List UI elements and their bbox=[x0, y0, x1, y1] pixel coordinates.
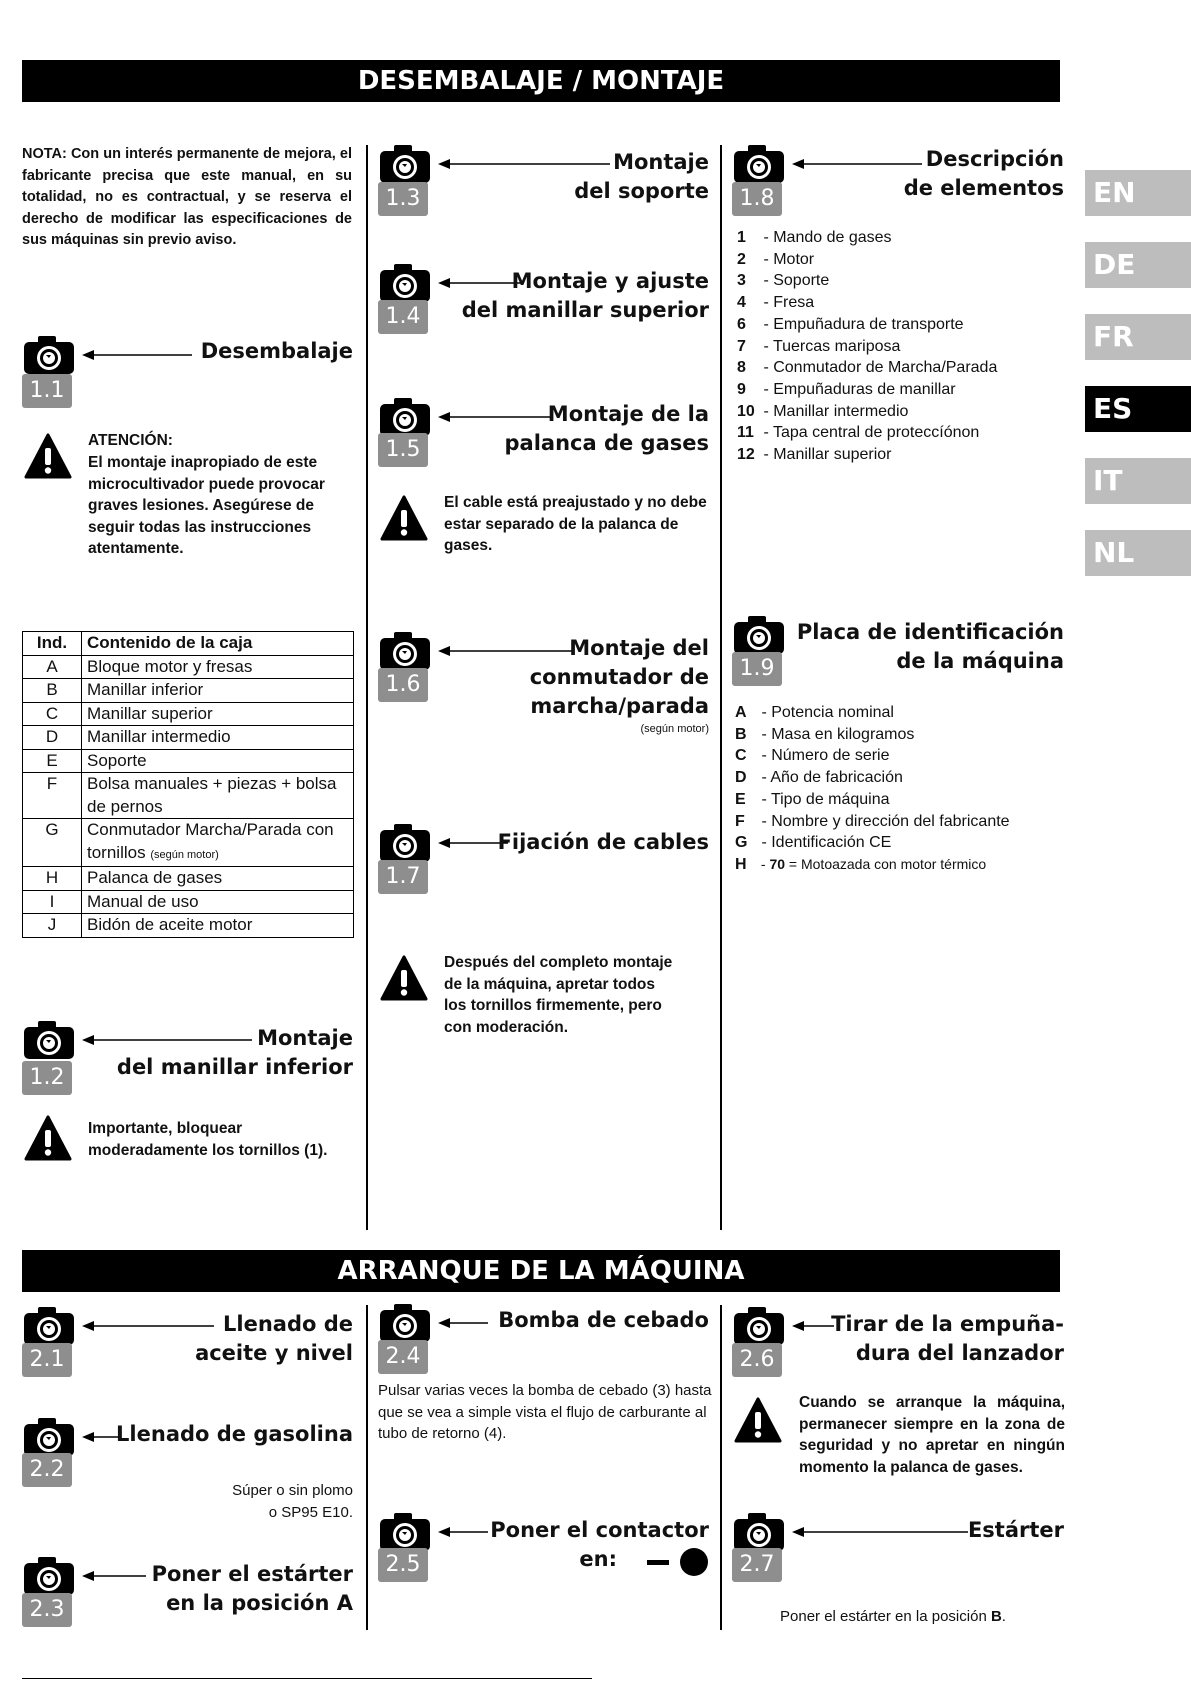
item-key: 11 bbox=[737, 424, 754, 442]
list-item bbox=[735, 767, 1010, 789]
list-item bbox=[737, 270, 997, 292]
step-number-2-7: 2.7 bbox=[732, 1548, 782, 1582]
item-text: - Soporte bbox=[763, 272, 830, 290]
column-divider bbox=[720, 145, 722, 1230]
row-ind: I bbox=[23, 890, 82, 914]
item-text: - Número de serie bbox=[761, 747, 890, 765]
heading-montaje-manillar-inferior bbox=[117, 1024, 353, 1082]
heading-desembalaje: Desembalaje bbox=[200, 339, 353, 363]
arrow-left-icon bbox=[438, 1527, 488, 1537]
item-text: - Manillar intermedio bbox=[763, 402, 909, 420]
heading-line: aceite y nivel bbox=[195, 1341, 353, 1365]
step-number-1-7: 1.7 bbox=[378, 860, 428, 894]
item-key: A bbox=[735, 704, 747, 721]
arrow-left-icon bbox=[82, 350, 192, 360]
warning-text: El montaje inapropiado de este microcultivador puede provocar graves lesiones. Asegúrese de seguir todas las instrucciones atentamente. bbox=[88, 454, 325, 557]
heading-placa-identificacion bbox=[797, 618, 1064, 676]
step-number-2-5: 2.5 bbox=[378, 1548, 428, 1582]
warning-text: Después del completo montaje de la máquina, apretar todos los tornillos firmemente, pero con moderación. bbox=[444, 954, 673, 1036]
list-item bbox=[737, 422, 997, 444]
heading-tirar-lanzador bbox=[831, 1310, 1064, 1368]
heading-montaje-conmutador bbox=[530, 634, 709, 737]
row-content: Manual de uso bbox=[82, 890, 354, 914]
step-number-2-6: 2.6 bbox=[732, 1343, 782, 1377]
row-ind: D bbox=[23, 726, 82, 750]
heading-montaje-manillar-superior bbox=[462, 267, 709, 325]
plate-list bbox=[735, 702, 1010, 876]
lang-tab-en[interactable]: EN bbox=[1085, 170, 1191, 216]
heading-line: conmutador de bbox=[529, 665, 709, 689]
table-row bbox=[23, 726, 354, 750]
step-number-1-5: 1.5 bbox=[378, 433, 428, 467]
warning-icon bbox=[734, 1397, 782, 1443]
heading-line: Tirar de la empuña- bbox=[831, 1312, 1064, 1336]
item-key: 3 bbox=[737, 272, 746, 290]
warning-text: El cable está preajustado y no debe estar separado de la palanca de gases. bbox=[444, 494, 707, 554]
column-divider bbox=[366, 1305, 368, 1630]
heading-line: de elementos bbox=[903, 176, 1064, 200]
table-row bbox=[23, 655, 354, 679]
arrow-left-icon bbox=[438, 1318, 488, 1328]
item-key: B bbox=[735, 725, 747, 743]
row-ind: C bbox=[23, 702, 82, 726]
lang-tab-it[interactable]: IT bbox=[1085, 458, 1191, 504]
row-content: Palanca de gases bbox=[82, 867, 354, 891]
item-text: - Nombre y dirección del fabricante bbox=[761, 812, 1010, 830]
heading-llenado-aceite bbox=[195, 1310, 353, 1368]
item-key: D bbox=[735, 769, 747, 787]
list-item bbox=[735, 702, 1010, 724]
heading-line: del manillar inferior bbox=[116, 1055, 353, 1079]
lang-tab-fr[interactable]: FR bbox=[1085, 314, 1191, 360]
item-key: F bbox=[735, 812, 745, 830]
camera-icon bbox=[378, 262, 432, 304]
heading-line: del manillar superior bbox=[461, 298, 709, 322]
item-key: 2 bbox=[737, 250, 746, 268]
row-ind: H bbox=[23, 867, 82, 891]
heading-line: Placa de identificación bbox=[796, 620, 1064, 644]
camera-icon bbox=[732, 1305, 786, 1347]
step-number-1-4: 1.4 bbox=[378, 300, 428, 334]
table-row bbox=[23, 679, 354, 703]
table-row bbox=[23, 773, 354, 819]
item-key: 12 bbox=[737, 446, 755, 464]
heading-poner-contactor: Poner el contactor bbox=[490, 1518, 709, 1542]
list-item bbox=[737, 314, 997, 336]
text-part-bold: B bbox=[990, 1608, 1002, 1625]
fuel-type-text bbox=[232, 1480, 353, 1523]
camera-icon bbox=[378, 822, 432, 864]
step-number-2-1: 2.1 bbox=[22, 1343, 72, 1377]
disclaimer-note: NOTA: Con un interés permanente de mejora, el fabricante precisa que este manual, en su totalidad, no es contractual, y se reserva el derecho de modificar las especificaciones de sus máquinas sin previo aviso. bbox=[22, 146, 352, 248]
list-item bbox=[737, 379, 997, 401]
heading-montaje-soporte bbox=[574, 148, 709, 206]
row-ind: E bbox=[23, 749, 82, 773]
camera-icon bbox=[378, 143, 432, 185]
row-content: Manillar superior bbox=[82, 702, 354, 726]
step-number-1-6: 1.6 bbox=[378, 668, 428, 702]
item-key: 1 bbox=[737, 229, 746, 246]
heading-line: Descripción bbox=[925, 147, 1064, 171]
heading-contactor-en: en: bbox=[579, 1547, 617, 1571]
text-line: o SP95 E10. bbox=[268, 1503, 353, 1521]
item-text: - bbox=[760, 855, 770, 872]
row-ind: F bbox=[23, 773, 82, 819]
step-number-1-8: 1.8 bbox=[732, 182, 782, 216]
item-text-bold: 70 bbox=[769, 855, 786, 872]
arrow-left-icon bbox=[792, 1321, 834, 1331]
column-divider bbox=[366, 145, 368, 1230]
section-banner-unpacking: DESEMBALAJE / MONTAJE bbox=[22, 60, 1060, 102]
step-number-2-4: 2.4 bbox=[378, 1340, 428, 1374]
row-ind: J bbox=[23, 914, 82, 938]
row-content: Bidón de aceite motor bbox=[82, 914, 354, 938]
camera-icon bbox=[22, 334, 76, 376]
warning-icon bbox=[380, 955, 428, 1001]
row-content: Bolsa manuales + piezas + bolsa de pernos bbox=[82, 773, 354, 819]
camera-icon bbox=[22, 1019, 76, 1061]
item-text: - Empuñadura de transporte bbox=[763, 315, 964, 333]
heading-note: (según motor) bbox=[640, 723, 709, 735]
heading-line: marcha/parada bbox=[530, 694, 709, 718]
table-row bbox=[23, 914, 354, 938]
row-ind: A bbox=[23, 655, 82, 679]
camera-icon bbox=[732, 614, 786, 656]
heading-poner-estarter-a bbox=[152, 1560, 353, 1618]
switch-off-symbol-icon bbox=[647, 1547, 711, 1577]
item-key: H bbox=[735, 855, 747, 873]
list-item bbox=[735, 832, 1010, 854]
step-number-1-9: 1.9 bbox=[732, 652, 782, 686]
step-number-1-2: 1.2 bbox=[22, 1061, 72, 1095]
camera-icon bbox=[732, 1511, 786, 1553]
warning-text: Cuando se arranque la máquina, permanecer siempre en la zona de seguridad y no apretar en ningún momento la palanca de gases. bbox=[799, 1394, 1065, 1476]
heading-line: Poner el estárter bbox=[151, 1562, 353, 1586]
list-item bbox=[737, 292, 997, 314]
table-row bbox=[23, 702, 354, 726]
heading-bomba-cebado: Bomba de cebado bbox=[498, 1308, 709, 1332]
heading-montaje-palanca-gases bbox=[505, 400, 709, 458]
heading-line: en la posición A bbox=[166, 1591, 353, 1615]
table-header bbox=[23, 632, 354, 656]
item-text: - Manillar superior bbox=[763, 446, 892, 464]
warning-icon bbox=[24, 1115, 72, 1161]
camera-icon bbox=[378, 630, 432, 672]
list-item bbox=[735, 724, 1010, 746]
item-key: 8 bbox=[737, 359, 746, 377]
step-number-2-2: 2.2 bbox=[22, 1453, 72, 1487]
list-item bbox=[737, 444, 997, 466]
arrow-left-icon bbox=[792, 1527, 968, 1537]
row-ind: B bbox=[23, 679, 82, 703]
column-header-content: Contenido de la caja bbox=[82, 632, 354, 656]
row-content: Manillar inferior bbox=[82, 679, 354, 703]
lang-tab-de[interactable]: DE bbox=[1085, 242, 1191, 288]
list-item bbox=[737, 227, 997, 249]
heading-line: Montaje de la bbox=[547, 402, 709, 426]
box-contents-table bbox=[22, 631, 354, 938]
camera-icon bbox=[732, 143, 786, 185]
item-text: = Motoazada con motor térmico bbox=[785, 855, 987, 872]
heading-line: palanca de gases bbox=[504, 431, 709, 455]
text-part: . bbox=[1001, 1608, 1006, 1625]
row-content: Soporte bbox=[82, 749, 354, 773]
heading-line: Montaje bbox=[613, 150, 709, 174]
warning-text: Importante, bloquear moderadamente los tornillos (1). bbox=[88, 1120, 328, 1159]
row-ind: G bbox=[23, 819, 82, 867]
item-text: - Fresa bbox=[763, 294, 815, 312]
heading-line: Montaje del bbox=[569, 636, 709, 660]
item-text: - Masa en kilogramos bbox=[761, 725, 915, 743]
heading-estarter: Estárter bbox=[967, 1518, 1064, 1542]
row-content bbox=[82, 819, 354, 867]
item-text: - Tuercas mariposa bbox=[763, 337, 901, 355]
heading-line: Montaje y ajuste bbox=[511, 269, 709, 293]
list-item bbox=[737, 249, 997, 271]
list-item bbox=[737, 401, 997, 423]
row-content-note: (según motor) bbox=[150, 848, 219, 861]
list-item bbox=[737, 357, 997, 379]
item-text: - Tipo de máquina bbox=[761, 790, 890, 808]
heading-line: Montaje bbox=[257, 1026, 353, 1050]
item-key: 7 bbox=[737, 337, 746, 355]
table-row bbox=[23, 749, 354, 773]
camera-icon bbox=[378, 1302, 432, 1344]
table-row bbox=[23, 867, 354, 891]
lang-tab-nl[interactable]: NL bbox=[1085, 530, 1191, 576]
list-item bbox=[735, 811, 1010, 833]
heading-line: de la máquina bbox=[896, 649, 1064, 673]
step-number-1-3: 1.3 bbox=[378, 182, 428, 216]
list-item bbox=[735, 745, 1010, 767]
warning-icon bbox=[24, 433, 72, 479]
item-key: 4 bbox=[737, 294, 746, 312]
heading-descripcion-elementos bbox=[904, 145, 1064, 203]
camera-icon bbox=[22, 1555, 76, 1597]
text-line: Súper o sin plomo bbox=[232, 1482, 353, 1499]
row-content: Manillar intermedio bbox=[82, 726, 354, 750]
column-header-ind: Ind. bbox=[23, 632, 82, 656]
camera-icon bbox=[22, 1416, 76, 1458]
elements-list bbox=[737, 227, 997, 466]
primer-instructions: Pulsar varias veces la bomba de cebado (3) hasta que se vea a simple vista el flujo de carburante al tubo de retorno (4). bbox=[378, 1382, 712, 1442]
arrow-left-icon bbox=[82, 1571, 146, 1581]
item-key: 6 bbox=[737, 315, 746, 333]
warning-title: ATENCIÓN: bbox=[88, 432, 173, 449]
item-key: C bbox=[735, 747, 747, 765]
row-content-text: Conmutador Marcha/Parada con tornillos bbox=[87, 820, 334, 862]
camera-icon bbox=[378, 1511, 432, 1553]
text-part: Poner el estárter en la posición bbox=[780, 1608, 991, 1625]
item-text: - Tapa central de proteccíónon bbox=[763, 424, 980, 442]
column-divider bbox=[720, 1305, 722, 1630]
table-row bbox=[23, 890, 354, 914]
footer-rule bbox=[22, 1678, 592, 1679]
warning-icon bbox=[380, 495, 428, 541]
lang-tab-es[interactable]: ES bbox=[1085, 386, 1191, 432]
arrow-left-icon bbox=[792, 159, 922, 169]
item-text: - Año de fabricación bbox=[761, 769, 903, 787]
heading-llenado-gasolina: Llenado de gasolina bbox=[116, 1422, 353, 1446]
heading-line: dura del lanzador bbox=[855, 1341, 1064, 1365]
item-key: 9 bbox=[737, 380, 746, 398]
row-content: Bloque motor y fresas bbox=[82, 655, 354, 679]
item-text: - Identificación CE bbox=[761, 834, 892, 852]
item-text: - Conmutador de Marcha/Parada bbox=[763, 359, 998, 377]
arrow-left-icon bbox=[82, 1432, 118, 1442]
heading-fijacion-cables: Fijación de cables bbox=[497, 830, 709, 854]
choke-instruction bbox=[780, 1606, 1006, 1628]
item-text: - Empuñaduras de manillar bbox=[763, 380, 956, 398]
item-key: G bbox=[735, 834, 748, 852]
list-item bbox=[735, 789, 1010, 811]
list-item bbox=[737, 336, 997, 358]
list-item bbox=[735, 854, 1010, 876]
heading-line: del soporte bbox=[574, 179, 709, 203]
item-key: 10 bbox=[737, 402, 755, 420]
camera-icon bbox=[22, 1305, 76, 1347]
heading-line: Llenado de bbox=[223, 1312, 353, 1336]
section-banner-starting: ARRANQUE DE LA MÁQUINA bbox=[22, 1250, 1060, 1292]
step-number-1-1: 1.1 bbox=[22, 374, 72, 408]
camera-icon bbox=[378, 396, 432, 438]
item-text: - Potencia nominal bbox=[761, 704, 894, 721]
item-text: - Motor bbox=[763, 250, 815, 268]
table-row bbox=[23, 819, 354, 867]
item-text: - Mando de gases bbox=[763, 229, 892, 246]
item-key: E bbox=[735, 790, 746, 808]
step-number-2-3: 2.3 bbox=[22, 1593, 72, 1627]
